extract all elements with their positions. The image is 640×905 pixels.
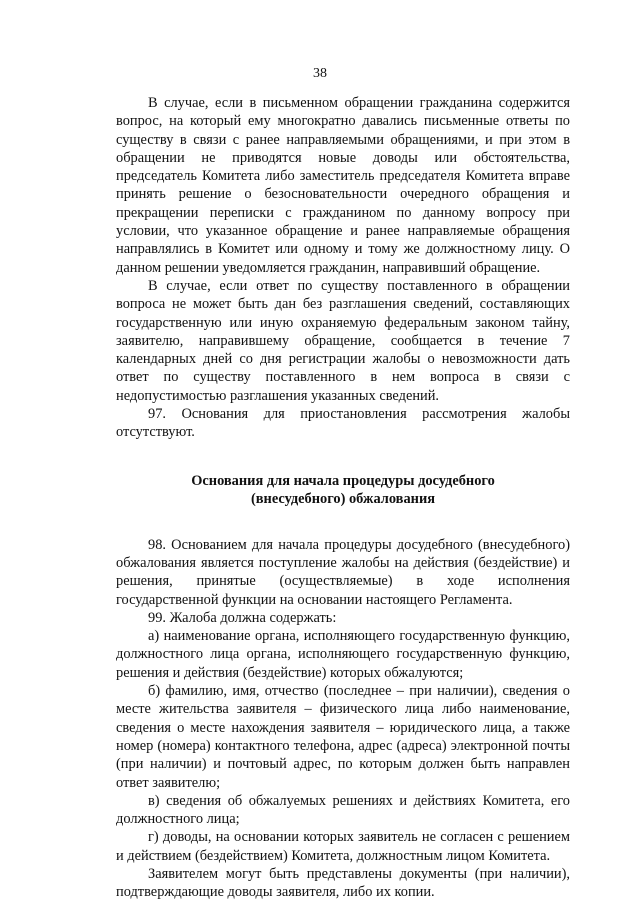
- section-heading: [116, 472, 570, 509]
- paragraph-documents: Заявителем могут быть представлены документы (при наличии), подтверждающие доводы заявителя, либо их копии.: [116, 865, 570, 901]
- paragraph-98: 98. Основанием для начала процедуры досудебного (внесудебного) обжалования является поступление жалобы на действия (бездействие) и решения, принятые (осуществляемые) в ходе исполнения государственной функции на основании настоящего Регламента.: [116, 536, 570, 608]
- section-heading-line-1: Основания для начала процедуры досудебного: [191, 472, 495, 489]
- paragraph-repeated-appeal: В случае, если в письменном обращении гражданина содержится вопрос, на который ему многократно давались письменные ответы по существу в связи с ранее направляемыми обращениями, и при этом в обращении не приводятся новые доводы или обстоятельства, председатель Комитета либо заместитель председателя Комитета вправе принять решение о безосновательности очередного обращения и прекращении переписки с гражданином по данному вопросу при условии, что указанное обращение и ранее направляемые обращения направлялись в Комитет или одному и тому же должностному лицу. О данном решении уведомляется гражданин, направивший обращение.: [116, 95, 570, 276]
- list-item-g: г) доводы, на основании которых заявитель не согласен с решением и действием (бездействием) Комитета, должностным лицом Комитета.: [116, 829, 570, 864]
- paragraph-99: 99. Жалоба должна содержать:: [148, 609, 337, 626]
- paragraph-97: 97. Основания для приостановления рассмотрения жалобы отсутствуют.: [116, 406, 570, 441]
- section-heading-line-2: (внесудебного) обжалования: [250, 491, 436, 508]
- list-item-a: а) наименование органа, исполняющего государственную функцию, должностного лица органа, исполняющего государственную функцию, решения и действия (бездействие) которых обжалуются;: [116, 628, 570, 681]
- list-item-b: б) фамилию, имя, отчество (последнее – при наличии), сведения о месте жительства заявителя – физического лица либо наименование, сведения о месте нахождения заявителя – юридического лица, а также номер (номера) контактного телефона, адрес (адреса) электронной почты (при наличии) и почтовый адрес, по которым должен быть направлен ответ заявителю;: [116, 683, 570, 791]
- list-item-v: в) сведения об обжалуемых решениях и действиях Комитета, его должностного лица;: [116, 792, 570, 828]
- document-body: [116, 94, 570, 902]
- paragraph-state-secret: В случае, если ответ по существу поставленного в обращении вопроса не может быть дан без разглашения сведений, составляющих государственную или иную охраняемую федеральным законом тайну, заявителю, направившему обращение, сообщается в течение 7 календарных дней со дня регистрации жалобы о невозможности дать ответ по существу поставленного в нем вопроса в связи с недопустимостью разглашения указанных сведений.: [116, 277, 570, 404]
- page-number: 38: [313, 66, 327, 81]
